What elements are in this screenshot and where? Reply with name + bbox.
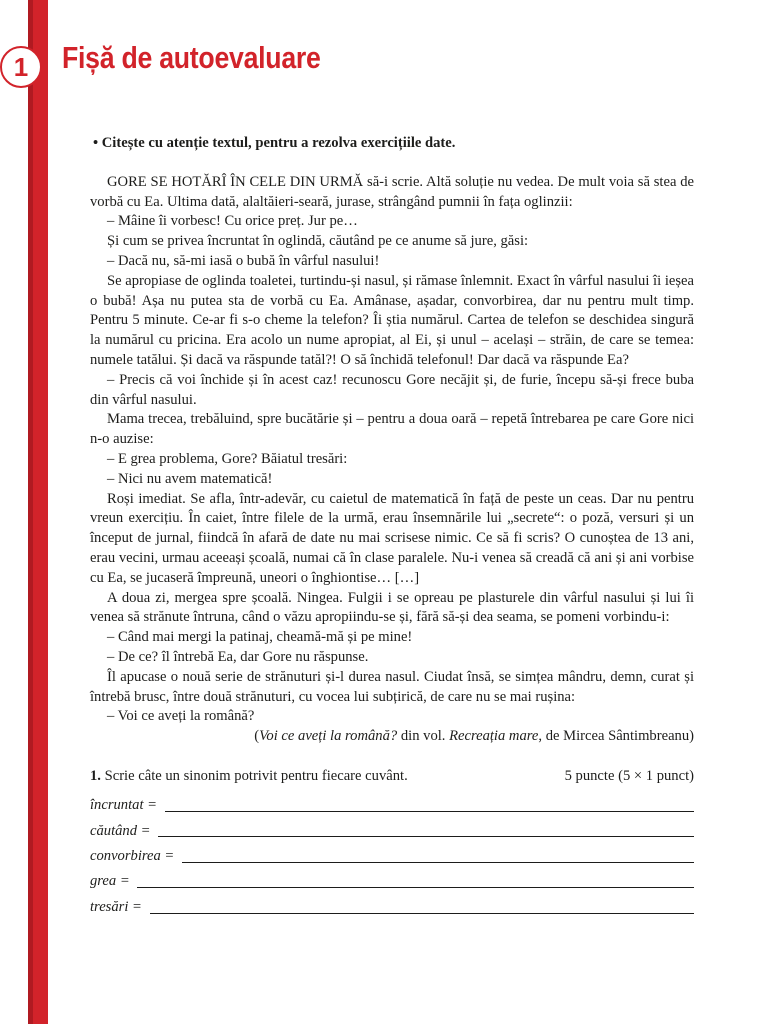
paragraph: Roși imediat. Se afla, într-adevăr, cu caietul de matematică în față de peste un ceas. Dar nu pentru vreun exercițiu. În caiet, între filele de la urmă, erau însemnările lui „secrete“: o poză, versuri și un început de jurnal, fiindcă în afară de date nu mai scrisese nimic. Ce să fi scris? O cunoștea de 13 ani, erau vecini, urmau aceeași școală, numai că în clase paralele. Nu-i venea să creadă că ani și ani vorbise cu Ea, se jucaseră împreună, uneori o înghiontise… […] [90,490,694,586]
paragraph: – Când mai mergi la patinaj, cheamă-mă și pe mine! [107,629,413,646]
answer-term: tresări = [90,898,146,915]
answer-line[interactable] [182,862,694,863]
exercise-prompt [90,767,408,787]
exercise-number: 1. [90,767,101,784]
source-work-title: Voi ce aveți la română? [259,728,398,745]
paragraph: Îl apucase o nouă serie de strănuturi și-l durea nasul. Ciudat însă, se simțea mândru, demn, curat și întrebă brusc, între două strănuturi, cu vocea lui subțirică, de care nu se mai rușina: [90,668,694,705]
section-number-badge: 1 [0,46,42,88]
paragraph: – Dacă nu, să-mi iasă o bubă în vârful nasului! [107,252,380,269]
answer-row [90,867,694,892]
source-citation [90,727,694,747]
exercise-header [90,767,694,787]
story-text [90,173,694,727]
answer-line[interactable] [158,836,694,837]
side-accent-bar-shade [28,0,33,1024]
source-mid: din vol. [397,728,450,745]
source-open: ( [254,728,260,745]
page-title: Fișă de autoevaluare [62,40,321,75]
exercise-points: 5 puncte (5 × 1 punct) [564,767,694,784]
answer-row [90,791,694,816]
answer-line[interactable] [137,887,694,888]
paragraph: – Nici nu avem matematică! [107,470,273,487]
answer-line[interactable] [150,913,694,914]
paragraph: – De ce? îl întrebă Ea, dar Gore nu răspunse. [107,648,369,665]
paragraph: GORE SE HOTĂRÎ ÎN CELE DIN URMĂ să-i scrie. Altă soluție nu vedea. De mult voia să stea de vorbă cu Ea. Ultima dată, alaltăieri-seară, jurase, strângând pumnii în fața oglinzii: [90,173,694,210]
answer-term: căutând = [90,822,155,839]
exercise-1 [90,767,694,918]
source-tail: , de Mircea Sântimbreanu) [538,728,694,745]
paragraph: – Precis că voi închide și în acest caz! recunoscu Gore necăjit și, de furie, începu să-și frece buba din vârful nasului. [90,371,694,408]
source-volume-title: Recreația mare [449,728,539,745]
answer-term: încruntat = [90,797,161,814]
paragraph: Și cum se privea încruntat în oglindă, căutând pe ce anume să jure, găsi: [107,233,529,250]
side-accent-bar [28,0,48,1024]
paragraph: Se apropiase de oglinda toaletei, turtindu-și nasul, și rămase înlemnit. Exact în vârful nasului îi ieșea o bubă! Așa nu putea sta de vorbă cu Ea. Amânase, așadar, convorbirea, dar nu pentru mult timp. Pentru 5 minute. Ce-ar fi s-o cheme la telefon? Îi știa numărul. Cartea de telefon se deschidea singură la numărul cu pricina. Era acolo un nume apropiat, al Ei, și unul – același – străin, de care se temea: numele tatălui. Și dacă va răspunde tatăl?! O să închidă telefonul! Dar dacă va răspunde Ea? [90,272,694,368]
exercise-prompt-text: Scrie câte un sinonim potrivit pentru fiecare cuvânt. [100,767,408,784]
worksheet-content [90,134,694,918]
answer-row [90,816,694,841]
paragraph: Mama trecea, trebăluind, spre bucătărie și – pentru a doua oară – repetă întrebarea pe care Gore nici n-o auzise: [90,411,694,448]
paragraph: – Mâine îi vorbesc! Cu orice preț. Jur pe… [107,213,358,230]
answer-term: grea = [90,873,134,890]
paragraph: – E grea problema, Gore? Băiatul tresări: [107,450,348,467]
instruction-text: • Citește cu atenție textul, pentru a rezolva exercițiile date. [93,135,456,151]
paragraph: – Voi ce aveți la română? [107,708,255,725]
answer-line[interactable] [165,811,694,812]
answer-row [90,892,694,917]
paragraph: A doua zi, mergea spre școală. Ningea. Fulgii i se opreau pe plasturele din vârful nasului și lui îi venea să strănute întruna, când o văzu apropiindu-se și, fără să-și dea seama, se pomeni vorbindu-i: [90,589,694,626]
answer-term: convorbirea = [90,848,178,865]
answer-row [90,841,694,866]
